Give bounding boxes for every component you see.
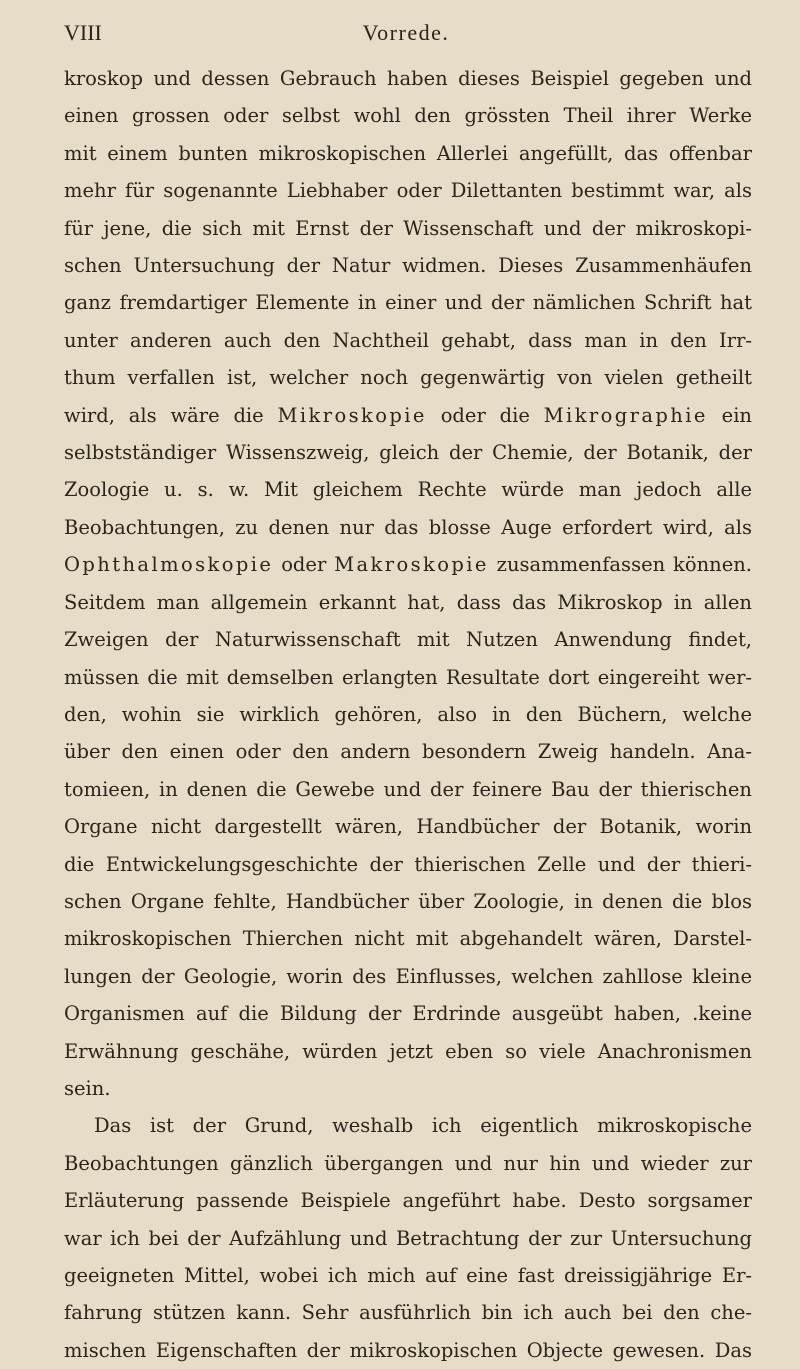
text-line-4: mehr für sogenannte Liebhaber oder Dilettanten bestimmt war, als bbox=[64, 179, 752, 203]
text-line-7: ganz fremdartiger Elemente in einer und der nämlichen Schrift hat bbox=[64, 291, 752, 315]
text-line-18: den, wohin sie wirklich gehören, also in den Büchern, welche bbox=[64, 702, 752, 726]
text-line-35: mischen Eigenschaften der mikroskopischen Objecte gewesen. Das bbox=[64, 1338, 752, 1362]
text-line-34: fahrung stützen kann. Sehr ausführlich bin ich auch bei den che- bbox=[64, 1301, 752, 1325]
text-line-31: Erläuterung passende Beispiele angeführt habe. Desto sorgsamer bbox=[64, 1189, 752, 1213]
text-line-3: mit einem bunten mikroskopischen Allerlei angefüllt, das offenbar bbox=[64, 141, 752, 165]
page-header bbox=[64, 20, 748, 52]
text-segment: zusammenfassen können. bbox=[496, 553, 752, 577]
text-line-24: mikroskopischen Thierchen nicht mit abgehandelt wären, Darstel- bbox=[64, 927, 752, 951]
text-line-9: thum verfallen ist, welcher noch gegenwärtig von vielen getheilt bbox=[64, 366, 752, 390]
text-line-12: Zoologie u. s. w. Mit gleichem Rechte würde man jedoch alle bbox=[64, 478, 752, 502]
text-segment: oder die bbox=[440, 403, 530, 427]
text-line-23: schen Organe fehlte, Handbücher über Zoologie, in denen die blos bbox=[64, 889, 752, 913]
text-line-1: kroskop und dessen Gebrauch haben dieses Beispiel gegeben und bbox=[64, 67, 752, 90]
emphasized-term: Mikrographie bbox=[543, 403, 708, 427]
text-line-25: lungen der Geologie, worin des Einflusses, welchen zahllose kleine bbox=[64, 964, 752, 988]
text-line-8: unter anderen auch den Nachtheil gehabt, dass man in den Irr- bbox=[64, 328, 752, 352]
text-line-27: Erwähnung geschähe, würden jetzt eben so viele Anachronismen bbox=[64, 1039, 752, 1063]
text-line-22: die Entwickelungsgeschichte der thierischen Zelle und der thieri- bbox=[64, 852, 752, 876]
text-line-26: Organismen auf die Bildung der Erdrinde ausgeübt haben, .keine bbox=[64, 1002, 752, 1026]
text-line-16: Zweigen der Naturwissenschaft mit Nutzen Anwendung findet, bbox=[64, 628, 752, 652]
text-line-2: einen grossen oder selbst wohl den grössten Theil ihrer Werke bbox=[64, 104, 752, 128]
text-segment: ein bbox=[721, 403, 752, 427]
text-line-5: für jene, die sich mit Ernst der Wissenschaft und der mikroskopi- bbox=[64, 216, 752, 240]
text-line-28: sein. bbox=[64, 1076, 111, 1100]
text-line-14 bbox=[64, 546, 752, 583]
text-line-33: geeigneten Mittel, wobei ich mich auf eine fast dreissigjährige Er- bbox=[64, 1264, 752, 1287]
emphasized-term: Makroskopie bbox=[334, 553, 489, 577]
text-line-6: schen Untersuchung der Natur widmen. Dieses Zusammenhäufen bbox=[64, 254, 752, 278]
text-segment: wird, als wäre die bbox=[64, 403, 264, 427]
text-line-17: müssen die mit demselben erlangten Resultate dort eingereiht wer- bbox=[64, 665, 752, 689]
text-line-13: Beobachtungen, zu denen nur das blosse Auge erfordert wird, als bbox=[64, 515, 752, 539]
text-line-15: Seitdem man allgemein erkannt hat, dass das Mikroskop in allen bbox=[64, 590, 752, 614]
text-line-20: tomieen, in denen die Gewebe und der feinere Bau der thierischen bbox=[64, 777, 752, 801]
text-segment: oder bbox=[281, 553, 327, 577]
text-line-19: über den einen oder den andern besondern Zweig handeln. Ana- bbox=[64, 740, 752, 764]
text-line-11: selbstständiger Wissenszweig, gleich der Chemie, der Botanik, der bbox=[64, 441, 752, 465]
running-head: Vorrede. bbox=[362, 20, 450, 45]
emphasized-term: Mikroskopie bbox=[277, 403, 427, 427]
text-line-10 bbox=[64, 397, 752, 434]
text-line-30: Beobachtungen gänzlich übergangen und nur hin und wieder zur bbox=[64, 1151, 752, 1175]
text-line-29: Das ist der Grund, weshalb ich eigentlich mikroskopische bbox=[94, 1114, 752, 1138]
emphasized-term: Ophthalmoskopie bbox=[64, 553, 274, 577]
body-text bbox=[64, 60, 752, 1369]
text-line-32: war ich bei der Aufzählung und Betrachtung der zur Untersuchung bbox=[64, 1226, 752, 1250]
text-line-21: Organe nicht dargestellt wären, Handbücher der Botanik, worin bbox=[64, 815, 752, 839]
page-number: VIII bbox=[64, 20, 102, 45]
